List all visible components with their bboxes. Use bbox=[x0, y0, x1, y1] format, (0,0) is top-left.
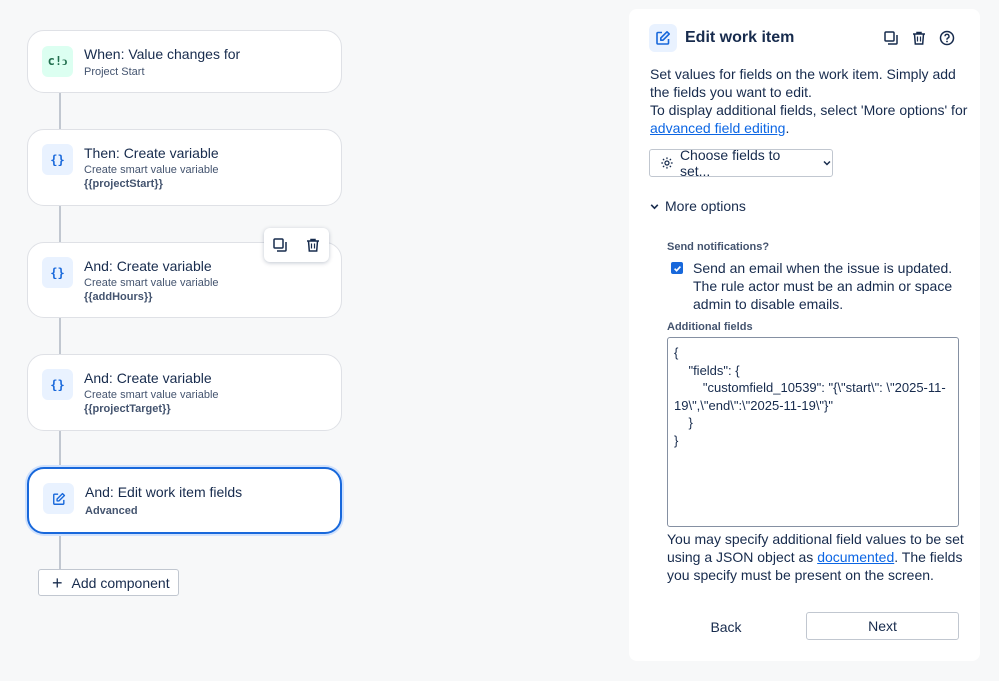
braces-icon: {} bbox=[42, 144, 73, 175]
duplicate-icon[interactable] bbox=[271, 236, 289, 254]
braces-icon: {} bbox=[42, 369, 73, 400]
connector-line bbox=[59, 431, 61, 467]
action-card-create-variable[interactable] bbox=[27, 354, 342, 431]
edit-work-item-panel bbox=[629, 9, 980, 661]
trash-icon[interactable] bbox=[304, 236, 322, 254]
send-notifications-text: Send an email when the issue is updated. The rule actor must be an admin or space admin to disable emails. bbox=[693, 260, 953, 312]
duplicate-icon[interactable] bbox=[882, 29, 900, 47]
choose-fields-label: Choose fields to set... bbox=[679, 147, 781, 179]
panel-description bbox=[650, 65, 968, 137]
panel-header-actions bbox=[882, 29, 956, 47]
add-component-label: Add component bbox=[71, 574, 170, 591]
documented-link[interactable]: documented bbox=[817, 549, 895, 565]
description-line-2: To display additional fields, select 'More options' for advanced field editing. bbox=[650, 102, 968, 136]
value-change-icon: c!ↄ bbox=[42, 46, 73, 77]
chevron-down-icon bbox=[822, 158, 832, 168]
trigger-card[interactable] bbox=[27, 30, 342, 93]
gear-icon bbox=[660, 156, 674, 170]
trash-icon[interactable] bbox=[910, 29, 928, 47]
braces-icon: {} bbox=[42, 257, 73, 288]
card-detail: {{projectStart}} bbox=[84, 178, 163, 190]
card-subtitle: Create smart value variable bbox=[84, 389, 219, 401]
card-detail: {{projectTarget}} bbox=[84, 403, 171, 415]
send-notifications-label: Send notifications? bbox=[667, 241, 770, 253]
connector-line bbox=[59, 93, 61, 129]
additional-fields-help: You may specify additional field values to be set using a JSON object as documented. The fields you specify must be present on the screen. bbox=[667, 531, 964, 583]
add-component-button[interactable] bbox=[38, 569, 179, 596]
card-subtitle: Create smart value variable bbox=[84, 164, 219, 176]
card-title: And: Edit work item fields bbox=[85, 484, 243, 500]
additional-fields-label: Additional fields bbox=[667, 321, 753, 333]
help-icon[interactable] bbox=[938, 29, 956, 47]
back-button[interactable]: Back bbox=[710, 619, 742, 635]
card-title: Then: Create variable bbox=[84, 145, 219, 161]
description-line-1: Set values for fields on the work item. Simply add the fields you want to edit. bbox=[650, 66, 956, 100]
choose-fields-dropdown[interactable] bbox=[649, 149, 833, 177]
chevron-down-icon bbox=[649, 201, 660, 212]
connector-line bbox=[59, 318, 61, 354]
additional-fields-textarea[interactable]: { "fields": { "customfield_10539": "{\"start\": \"2025-11-19\",\"end\":\"2025-11-19\"}" } } bbox=[667, 337, 959, 527]
panel-title: Edit work item bbox=[685, 29, 795, 46]
card-subtitle: Create smart value variable bbox=[84, 277, 219, 289]
connector-line bbox=[59, 206, 61, 242]
send-notifications-row bbox=[671, 259, 967, 313]
more-options-label: More options bbox=[665, 198, 746, 214]
card-subtitle: Advanced bbox=[85, 505, 138, 517]
card-title: When: Value changes for bbox=[84, 46, 241, 62]
card-title: And: Create variable bbox=[84, 258, 212, 274]
action-card-create-variable[interactable] bbox=[27, 129, 342, 206]
card-title: And: Create variable bbox=[84, 370, 212, 386]
next-button[interactable]: Next bbox=[806, 612, 959, 640]
send-notifications-checkbox[interactable] bbox=[671, 262, 683, 274]
plus-icon: + bbox=[52, 572, 63, 593]
advanced-field-editing-link[interactable]: advanced field editing bbox=[650, 120, 786, 136]
more-options-toggle[interactable] bbox=[649, 198, 746, 214]
checkmark-icon bbox=[673, 264, 682, 273]
card-hover-toolbar bbox=[264, 228, 329, 262]
edit-icon bbox=[649, 24, 677, 52]
card-detail: {{addHours}} bbox=[84, 291, 153, 303]
card-subtitle: Project Start bbox=[84, 66, 145, 78]
action-card-edit-work-item[interactable] bbox=[27, 467, 342, 534]
edit-icon bbox=[43, 483, 74, 514]
